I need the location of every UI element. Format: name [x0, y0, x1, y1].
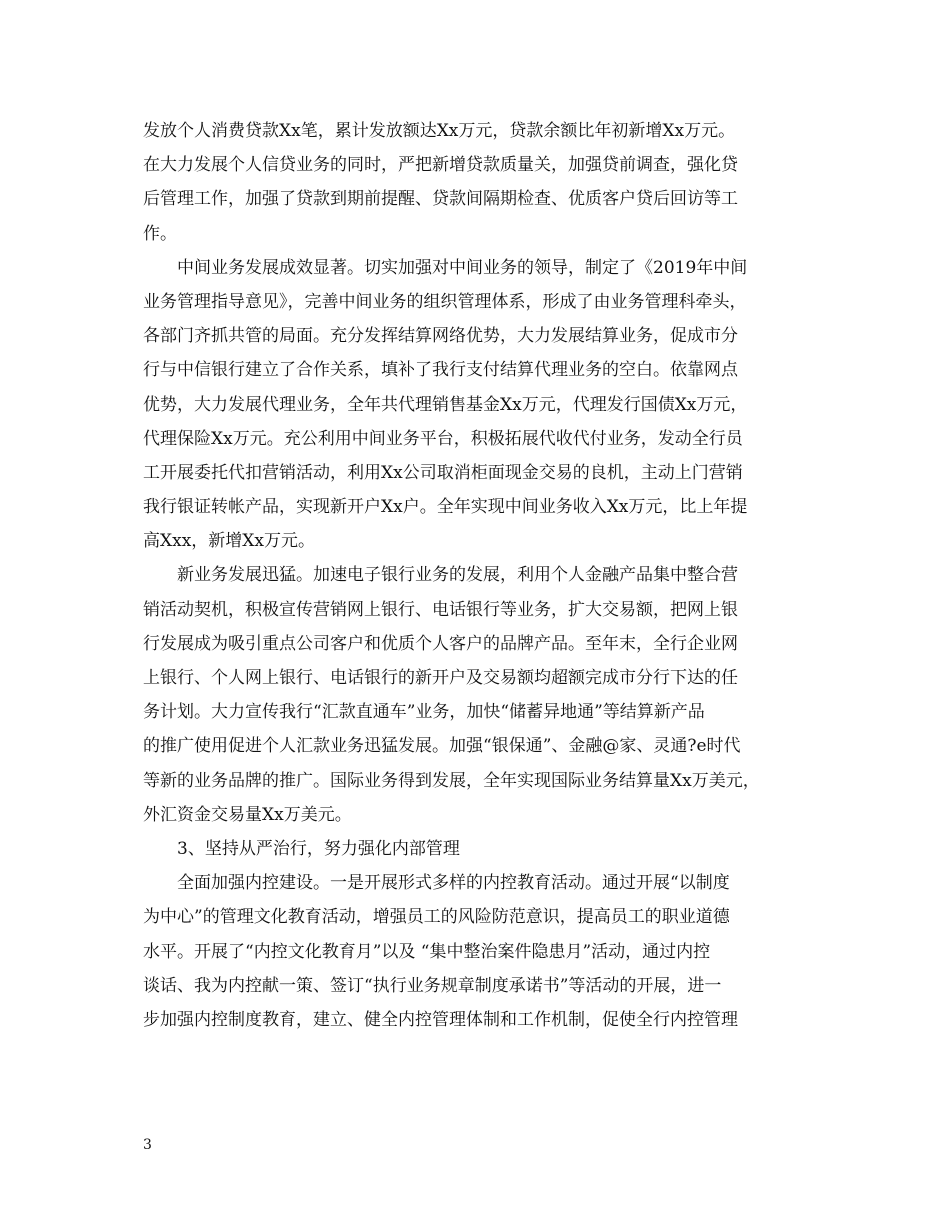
text-line: 优势，大力发展代理业务，全年共代理销售基金Xx万元，代理发行国债Xx万元，	[143, 394, 748, 415]
text-line: 新业务发展迅猛。加速电子银行业务的发展，利用个人金融产品集中整合营	[177, 565, 738, 586]
text-line: 谈话、我为内控献一策、签订“执行业务规章制度承诺书”等活动的开展，进一	[143, 975, 722, 996]
text-line: 上银行、个人网上银行、电话银行的新开户及交易额均超额完成市分行下达的任	[143, 668, 738, 688]
text-line: 各部门齐抓共管的局面。充分发挥结算网络优势，大力发展结算业务，促成市分	[143, 326, 738, 347]
text-line: 在大力发展个人信贷业务的同时，严把新增贷款质量关，加强贷前调查，强化贷	[143, 155, 738, 176]
text-line: 的推广使用促进个人汇款业务迅猛发展。加强“银保通”、金融@家、灵通?e时代	[143, 736, 741, 757]
text-line: 等新的业务品牌的推广。国际业务得到发展，全年实现国际业务结算量Xx万美元，	[143, 770, 760, 791]
text-line: 销活动契机，积极宣传营销网上银行、电话银行等业务，扩大交易额，把网上银	[143, 599, 738, 620]
text-line: 我行银证转帐产品，实现新开户Xx户。全年实现中间业务收入Xx万元，比上年提	[143, 497, 748, 518]
text-line: 全面加强内控建设。一是开展形式多样的内控教育活动。通过开展“以制度	[177, 873, 730, 894]
text-line: 高Xxx，新增Xx万元。	[143, 531, 315, 552]
text-line: 外汇资金交易量Xx万美元。	[143, 804, 352, 825]
text-line: 务计划。大力宣传我行“汇款直通车”业务，加快“储蓄异地通”等结算新产品	[143, 702, 705, 723]
text-line: 作。	[143, 223, 177, 244]
text-line: 后管理工作，加强了贷款到期前提醒、贷款间隔期检查、优质客户贷后回访等工	[143, 189, 738, 210]
text-line: 行发展成为吸引重点公司客户和优质个人客户的品牌产品。至年末，全行企业网	[143, 633, 738, 654]
text-line: 工开展委托代扣营销活动，利用Xx公司取消柜面现金交易的良机，主动上门营销	[143, 462, 743, 483]
section-heading: 3、坚持从严治行，努力强化内部管理	[177, 838, 460, 859]
text-line: 发放个人消费贷款Xx笔，累计发放额达Xx万元，贷款余额比年初新增Xx万元。	[143, 121, 736, 141]
text-line: 业务管理指导意见》，完善中间业务的组织管理体系，形成了由业务管理科牵头，	[143, 291, 747, 312]
text-line: 为中心”的管理文化教育活动，增强员工的风险防范意识，提高员工的职业道德	[143, 907, 730, 928]
page-number: 3	[143, 1137, 152, 1153]
text-line: 行与中信银行建立了合作关系，填补了我行支付结算代理业务的空白。依靠网点	[143, 360, 738, 381]
document-body	[143, 114, 821, 1037]
text-line: 水平。开展了“内控文化教育月”以及 “集中整治案件隐患月”活动，通过内控	[143, 941, 711, 962]
text-line: 代理保险Xx万元。充公利用中间业务平台，积极拓展代收代付业务，发动全行员	[143, 428, 743, 449]
text-line: 步加强内控制度教育，建立、健全内控管理体制和工作机制，促使全行内控管理	[143, 1009, 738, 1030]
text-line: 中间业务发展成效显著。切实加强对中间业务的领导，制定了《2019年中间	[177, 257, 748, 278]
